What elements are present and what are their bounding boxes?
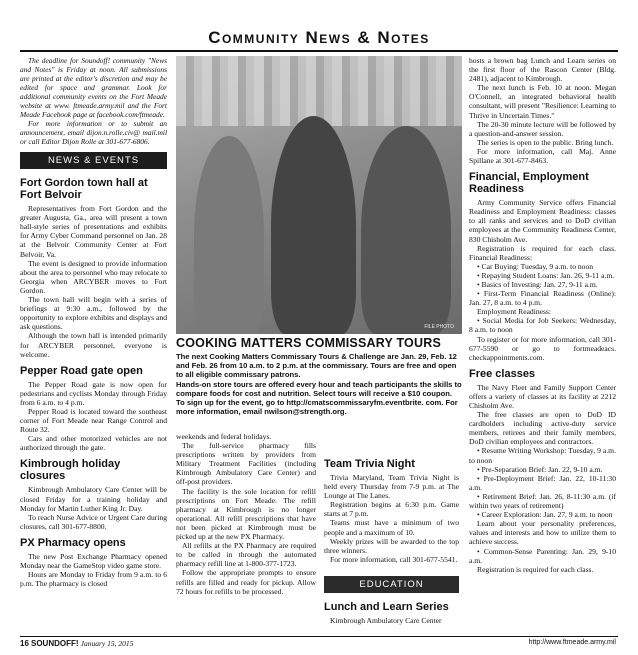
article-paragraph: The series is open to the public. Bring lunch. xyxy=(477,137,614,147)
article-paragraph: Registration is required for each class. Financial Readiness: xyxy=(469,243,616,262)
article-paragraph: The Pepper Road gate is now open for pedestrians and cyclists Monday through Friday from 6 a.m. to 4 p.m. xyxy=(20,379,167,407)
paper-name: SOUNDOFF! xyxy=(31,639,79,648)
article-paragraph: The facility is the sole location for refill prescriptions on Fort Meade. The refill pharmacy at Kimbrough is no longer operational. All refill prescriptions that have not been picked at Kimbrough must be picked up at the new PX Pharmacy. xyxy=(176,486,316,542)
section-bar-education: EDUCATION xyxy=(324,576,459,593)
article-paragraph: Teams must have a minimum of two people and a maximum of 10. xyxy=(324,518,459,537)
editor-note-text: The deadline for Soundoff! community "News and Notes" is Friday at noon. All submissions are printed at the editor's discretion and may be edited for space and grammar. Look for additional community events on the Fort Meade website at www. ftmeade.army.mil and the Fort Meade Facebook page at facebook.com/ftmeade. xyxy=(20,56,167,119)
page-title: Community News & Notes xyxy=(208,28,430,47)
article-paragraph: weekends and federal holidays. xyxy=(176,432,272,441)
article-paragraph: For more information, call Maj. Anne Spillane at 301-677-8463. xyxy=(469,146,616,166)
article-paragraph: • Pre-Deployment Brief: Jan. 22, 10-11:30 a.m. xyxy=(469,473,616,492)
editor-note xyxy=(20,56,167,146)
article-title: Fort Gordon town hall at Fort Belvoir xyxy=(20,177,148,202)
article-paragraph: To reach Nurse Advice or Urgent Care during closures, call 301-677-8800. xyxy=(20,512,167,531)
column-3 xyxy=(324,458,459,625)
article-paragraph: • First-Term Financial Readiness (Online): Jan. 27, 8 a.m. to 4 p.m. xyxy=(469,289,616,308)
article-paragraph: • Common-Sense Parenting: Jan. 29, 9-10 a.m. xyxy=(469,546,616,565)
article-paragraph: Representatives from Fort Gordon and the greater Augusta, Ga., area will present a town hall-style series of presentations and exhibits for Army Cyber Command personnel on Jan. 28 at the Belvoir Community Center at Fort Belvoir, Va. xyxy=(20,204,167,259)
caption-text: The next Cooking Matters Commissary Tours & Challenge are Jan. 29, Feb. 12 and Feb. 26 from 10 a.m. to 2 p.m. at the commissary. Tours are free and open to all eligible commissary patrons. xyxy=(176,352,457,380)
issue-date: January 15, 2015 xyxy=(80,639,134,648)
article-paragraph: Follow the appropriate prompts to ensure refills are filled and ready for pickup. Allow 72 hours for refills to be processed. xyxy=(176,568,316,596)
article-paragraph: The full-service pharmacy fills prescriptions written by providers from Military Treatment Facilities (including Kimbrough Ambulatory Care Center) and off-post providers. xyxy=(176,441,316,487)
column-1 xyxy=(20,56,167,588)
article-paragraph: The Navy Fleet and Family Support Center offers a variety of classes at its facility at 2212 Chisholm Ave. xyxy=(469,382,616,410)
article-paragraph: • Basics of Investing: Jan. 27, 9-11 a.m. xyxy=(477,279,598,289)
article-paragraph: • Social Media for Job Seekers: Wednesday, 8 a.m. to noon xyxy=(469,316,616,335)
photo-caption xyxy=(176,336,462,416)
article-paragraph: Learn about your personality preferences, values and interests and how to utilize them to achieve success. xyxy=(469,519,616,547)
footer-url[interactable]: http://www.ftmeade.army.mil xyxy=(528,639,616,646)
article-paragraph: • Repaying Student Loans: Jan. 26, 9-11 a.m. xyxy=(477,270,615,280)
article-paragraph: Hours are Monday to Friday from 9 a.m. to 6 p.m. The pharmacy is closed xyxy=(20,570,167,589)
article-title: PX Pharmacy opens xyxy=(20,536,126,549)
article-paragraph: To register or for more information, call 301-677-5590 or go to fortmeadeacs. checkappointments.com. xyxy=(469,334,616,362)
photo-credit: FILE PHOTO xyxy=(424,324,454,330)
caption-text: To sign up for the event, go to http://cmatscommissaryfm.eventbrite. com. For more information, email nwilson@strength.org. xyxy=(176,398,458,417)
column-4 xyxy=(469,56,616,574)
article-title: Financial, Employment Readiness xyxy=(469,171,589,196)
article-title: Team Trivia Night xyxy=(324,458,415,470)
article-paragraph: Kimbrough Ambulatory Care Center xyxy=(330,616,442,626)
article-paragraph: All refills at the PX Pharmacy are required to be called in through the automated pharmacy refill line at 1-800-377-1723. xyxy=(176,541,316,569)
section-bar-news-events: NEWS & EVENTS xyxy=(20,152,167,169)
photo-person xyxy=(194,136,264,334)
article-title: Lunch and Learn Series xyxy=(324,601,449,614)
caption-title: COOKING MATTERS COMMISSARY TOURS xyxy=(176,336,441,350)
article-paragraph: • Retirement Brief: Jan. 26, 8-11:30 a.m. (if within two years of retirement) xyxy=(469,491,616,511)
page-number: 16 xyxy=(20,639,29,648)
article-paragraph: The next lunch is Feb. 10 at noon. Megan O'Connell, an integrated behavioral health consultant, will present "Resilience: Learning to Thrive in Uncertain Times." xyxy=(469,83,616,120)
article-paragraph: Registration begins at 6:30 p.m. Game starts at 7 p.m. xyxy=(324,500,459,519)
article-paragraph: hosts a brown bag Lunch and Learn series on the first floor of the Rascon Center (Bldg. 2481), adjacent to Kimbrough. xyxy=(469,56,616,84)
article-paragraph: Registration is required for each class. xyxy=(477,564,594,574)
article-paragraph: The town hall will begin with a series of briefings at 9:30 a.m., followed by the opportunity to explore exhibits and displays and ask questions. xyxy=(20,295,167,332)
article-paragraph: • Resume Writing Workshop: Tuesday, 9 a.m. to noon xyxy=(469,446,616,465)
article-paragraph: • Career Exploration: Jan. 27, 9 a.m. to noon xyxy=(477,510,613,520)
header-rule xyxy=(20,50,618,52)
article-paragraph: For more information, call 301-677-5541. xyxy=(330,554,458,564)
article-paragraph: The event is designed to provide information about the area to personnel who may relocate to Georgia when ARCYBER moves to Fort Gordon. xyxy=(20,258,167,295)
commissary-photo xyxy=(176,56,462,334)
article-paragraph: Employment Readiness: xyxy=(477,307,552,317)
editor-note-text: For more information or to submit an announcement, email dijon.n.rolle.civ@ mail.mil or call Editor Dijon Rolle at 301-677-6806. xyxy=(20,119,167,146)
photo-shelves xyxy=(176,56,462,126)
article-title: Free classes xyxy=(469,367,536,380)
column-2 xyxy=(176,432,316,596)
article-paragraph: Army Community Service offers Financial Readiness and Employment Readiness: classes to all ranks and services and to DoD civilian employees at the Community Readiness Center, 830 Chisholm Ave. xyxy=(469,198,616,244)
article-paragraph: The new Post Exchange Pharmacy opened Monday near the GameStop video game store. xyxy=(20,551,167,570)
article-paragraph: Pepper Road is located toward the southeast corner of Fort Meade near Range Control and Route 32. xyxy=(20,406,167,435)
article-paragraph: Weekly prizes will be awarded to the top three winners. xyxy=(324,536,459,555)
article-paragraph: Cars and other motorized vehicles are not authorized through the gate. xyxy=(20,434,167,453)
article-title: Kimbrough holiday closures xyxy=(20,458,121,483)
article-paragraph: Trivia Maryland, Team Trivia Night is held every Thursday from 7-9 p.m. at The Lounge at The Lanes. xyxy=(324,473,459,501)
article-paragraph: • Car Buying: Tuesday, 9 a.m. to noon xyxy=(477,261,594,271)
article-paragraph: • Pre-Separation Brief: Jan. 22, 9-10 a.m. xyxy=(477,464,603,474)
footer-folio xyxy=(20,639,133,648)
article-paragraph: Kimbrough Ambulatory Care Center will be closed Friday for a training holiday and Monday for Martin Luther King Jr. Day. xyxy=(20,485,167,513)
article-paragraph: The free classes are open to DoD ID cardholders including active-duty service members, retirees and their family members, DoD civilian employees and contractors. xyxy=(469,410,616,447)
article-title: Pepper Road gate open xyxy=(20,364,143,377)
photo-person xyxy=(271,116,356,334)
caption-text: Hands-on store tours are offered every hour and teach participants the skills to compare foods for cost and nutrition. Select tours will receive a $10 coupon. xyxy=(176,379,462,398)
footer-rule xyxy=(20,636,618,637)
photo-person xyxy=(361,126,451,334)
article-paragraph: Although the town hall is intended primarily for ARCYBER personnel, everyone is welcome. xyxy=(20,331,167,359)
article-paragraph: The 20-30 minute lecture will be followed by a question-and-answer session. xyxy=(469,119,616,138)
